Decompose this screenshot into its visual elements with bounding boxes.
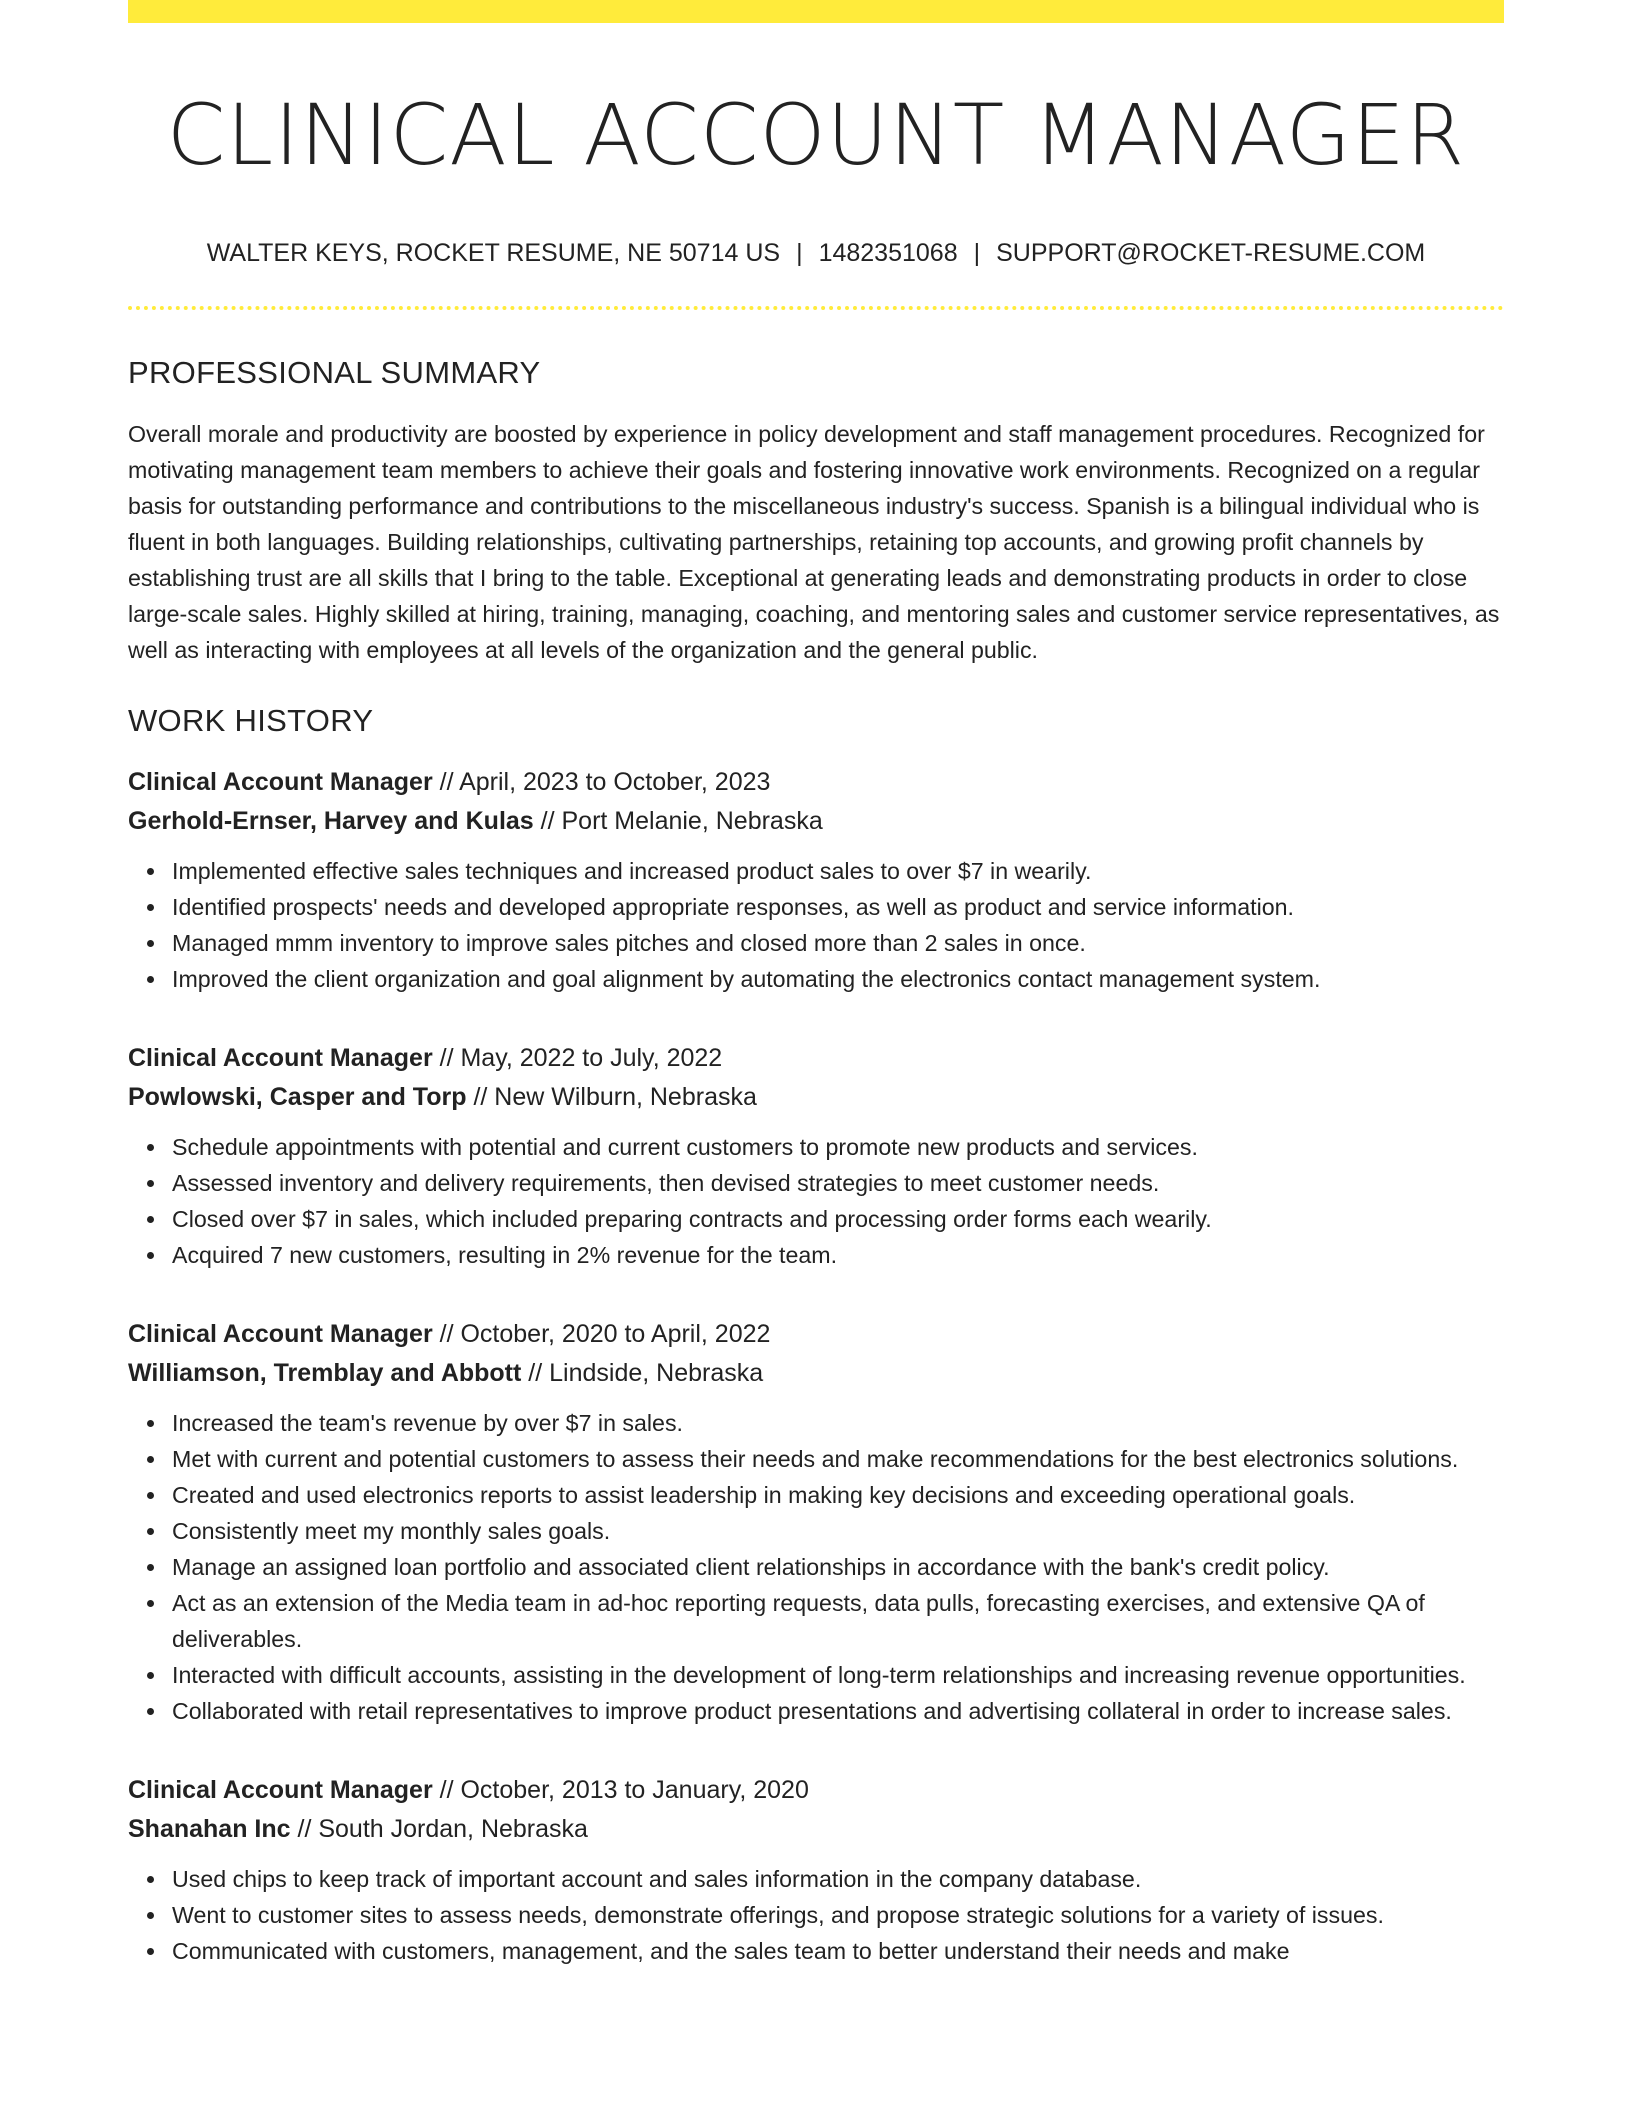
job-dates: // May, 2022 to July, 2022 bbox=[439, 1044, 723, 1073]
job-title-line bbox=[128, 763, 1504, 802]
job-title: Clinical Account Manager bbox=[128, 1044, 433, 1073]
list-item: Identified prospects' needs and developed appropriate responses, as well as product and service information. bbox=[172, 889, 1504, 925]
job-entry bbox=[128, 1315, 1504, 1729]
list-item: Increased the team's revenue by over $7 in sales. bbox=[172, 1405, 1504, 1441]
list-item: Managed mmm inventory to improve sales pitches and closed more than 2 sales in once. bbox=[172, 925, 1504, 961]
job-title: Clinical Account Manager bbox=[128, 1320, 433, 1349]
list-item: Acquired 7 new customers, resulting in 2% revenue for the team. bbox=[172, 1237, 1504, 1273]
list-item: Manage an assigned loan portfolio and associated client relationships in accordance with the bank's credit policy. bbox=[172, 1549, 1504, 1585]
list-item: Improved the client organization and goal alignment by automating the electronics contact management system. bbox=[172, 961, 1504, 997]
job-title-line bbox=[128, 1315, 1504, 1354]
page-title: CLINICAL ACCOUNT MANAGER bbox=[166, 86, 1466, 184]
list-item: Closed over $7 in sales, which included preparing contracts and processing order forms each wearily. bbox=[172, 1201, 1504, 1237]
contact-phone: 1482351068 bbox=[818, 238, 958, 267]
job-dates: // October, 2020 to April, 2022 bbox=[439, 1320, 771, 1349]
job-company: Williamson, Tremblay and Abbott bbox=[128, 1359, 522, 1388]
job-dates: // October, 2013 to January, 2020 bbox=[439, 1776, 809, 1805]
job-location: // New Wilburn, Nebraska bbox=[473, 1083, 757, 1112]
work-history-list bbox=[128, 763, 1504, 1969]
list-item: Created and used electronics reports to assist leadership in making key decisions and exceeding operational goals. bbox=[172, 1477, 1504, 1513]
list-item: Interacted with difficult accounts, assisting in the development of long-term relationships and increasing revenue opportunities. bbox=[172, 1657, 1504, 1693]
resume-page bbox=[128, 0, 1504, 1969]
list-item: Communicated with customers, management, and the sales team to better understand their needs and make bbox=[172, 1933, 1504, 1969]
job-entry bbox=[128, 1771, 1504, 1969]
list-item: Used chips to keep track of important account and sales information in the company database. bbox=[172, 1861, 1504, 1897]
job-bullet-list bbox=[128, 1129, 1504, 1273]
job-company: Gerhold-Ernser, Harvey and Kulas bbox=[128, 807, 534, 836]
list-item: Assessed inventory and delivery requirements, then devised strategies to meet customer needs. bbox=[172, 1165, 1504, 1201]
job-title: Clinical Account Manager bbox=[128, 768, 433, 797]
contact-separator: | bbox=[796, 238, 803, 267]
list-item: Implemented effective sales techniques and increased product sales to over $7 in wearily. bbox=[172, 853, 1504, 889]
dotted-divider bbox=[128, 306, 1504, 310]
job-dates: // April, 2023 to October, 2023 bbox=[439, 768, 771, 797]
job-location: // South Jordan, Nebraska bbox=[297, 1815, 588, 1844]
job-entry bbox=[128, 1039, 1504, 1273]
list-item: Schedule appointments with potential and current customers to promote new products and services. bbox=[172, 1129, 1504, 1165]
job-company-line bbox=[128, 1078, 1504, 1117]
list-item: Went to customer sites to assess needs, demonstrate offerings, and propose strategic solutions for a variety of issues. bbox=[172, 1897, 1504, 1933]
summary-text: Overall morale and productivity are boosted by experience in policy development and staff management procedures. Recognized for motivating management team members to achieve their goals and fostering innovative work environments. Recognized on a regular basis for outstanding performance and contributions to the miscellaneous industry's success. Spanish is a bilingual individual who is fluent in both languages. Building relationships, cultivating partnerships, retaining top accounts, and growing profit channels by establishing trust are all skills that I bring to the table. Exceptional at generating leads and demonstrating products in order to close large-scale sales. Highly skilled at hiring, training, managing, coaching, and mentoring sales and customer service representatives, as well as interacting with employees at all levels of the organization and the general public. bbox=[128, 420, 1500, 663]
job-company: Shanahan Inc bbox=[128, 1815, 291, 1844]
contact-address: WALTER KEYS, ROCKET RESUME, NE 50714 US bbox=[206, 238, 781, 267]
job-title-line bbox=[128, 1771, 1504, 1810]
job-location: // Lindside, Nebraska bbox=[528, 1359, 764, 1388]
job-location: // Port Melanie, Nebraska bbox=[540, 807, 823, 836]
job-bullet-list bbox=[128, 1405, 1504, 1729]
contact-line bbox=[128, 238, 1504, 268]
contact-email: SUPPORT@ROCKET-RESUME.COM bbox=[996, 238, 1426, 267]
list-item: Consistently meet my monthly sales goals. bbox=[172, 1513, 1504, 1549]
job-company-line bbox=[128, 1354, 1504, 1393]
work-history-heading: WORK HISTORY bbox=[128, 702, 374, 738]
top-accent-bar bbox=[128, 0, 1504, 23]
summary-heading: PROFESSIONAL SUMMARY bbox=[128, 354, 541, 390]
job-company-line bbox=[128, 1810, 1504, 1849]
job-company: Powlowski, Casper and Torp bbox=[128, 1083, 467, 1112]
job-company-line bbox=[128, 802, 1504, 841]
job-title: Clinical Account Manager bbox=[128, 1776, 433, 1805]
job-bullet-list bbox=[128, 853, 1504, 997]
job-title-line bbox=[128, 1039, 1504, 1078]
list-item: Met with current and potential customers to assess their needs and make recommendations for the best electronics solutions. bbox=[172, 1441, 1504, 1477]
list-item: Collaborated with retail representatives to improve product presentations and advertising collateral in order to increase sales. bbox=[172, 1693, 1504, 1729]
contact-separator: | bbox=[973, 238, 981, 267]
job-bullet-list bbox=[128, 1861, 1504, 1969]
list-item: Act as an extension of the Media team in ad-hoc reporting requests, data pulls, forecasting exercises, and extensive QA of deliverables. bbox=[172, 1585, 1504, 1657]
job-entry bbox=[128, 763, 1504, 997]
